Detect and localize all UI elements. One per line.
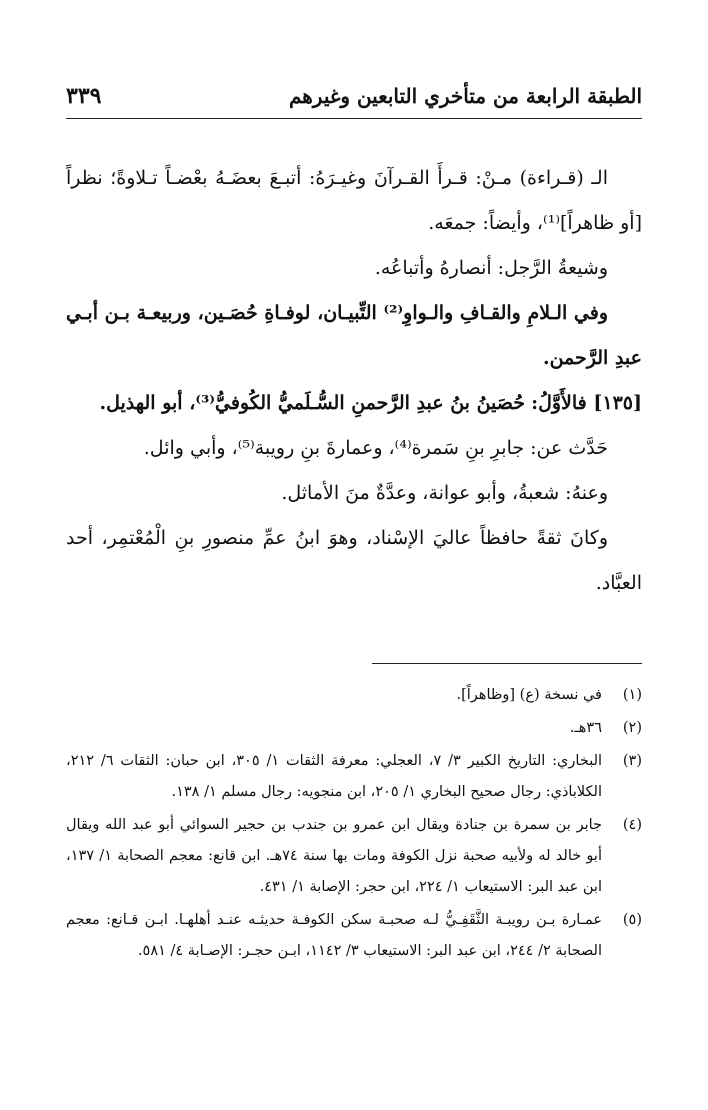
- paragraph-narrated-from: حَدَّث عن: جابرِ بنِ سَمرة⁽⁴⁾، وعمارةَ بنِ رويبة⁽⁵⁾، وأبي وائل.: [143, 437, 608, 459]
- main-text: [66, 156, 642, 606]
- paragraph-definition: الـ (قـراءة) مـنْ: قـرأَ القـرآنَ وغيـرَهُ: أتبـعَ بعضَـهُ بعْضـاً تـلاوةً؛ نظراً [أو ظاهراً]⁽¹⁾، وأيضاً: جمعَه.: [66, 167, 642, 234]
- paragraph-shia: وشيعةُ الرَّجل: أنصارهُ وأتباعُه.: [374, 257, 608, 279]
- footnote-item: [66, 810, 642, 903]
- footnote-item: [66, 746, 642, 808]
- footnote-number: (٥): [622, 912, 642, 928]
- page-header: [66, 72, 642, 112]
- entry-name: حُصَينُ بنُ عبدِ الرَّحمنِ السُّـلَميُّ الكُوفيُّ⁽³⁾، أبو الهذيل.: [99, 392, 526, 414]
- footnote-text: ٣٦هـ.: [569, 720, 602, 736]
- footnote-text: البخاري: التاريخ الكبير ٣/ ٧، العجلي: معرفة الثقات ١/ ٣٠٥، ابن حبان: الثقات ٦/ ٢١٢، الكلاباذي: رجال صحيح البخاري ١/ ٢٠٥، ابن منجويه: رجال مسلم ١/ ١٣٨.: [66, 753, 603, 800]
- header-divider: [66, 118, 642, 119]
- paragraph-status: وكانَ ثقةً حافظاً عاليَ الإسْناد، وهوَ ابنُ عمِّ منصورِ بنِ الْمُعْتمِر، أحد العبَّاد.: [66, 527, 642, 594]
- footnote-text: في نسخة (ع) [وظاهراً].: [456, 687, 602, 703]
- footnote-item: [66, 680, 642, 711]
- footnote-number: (٢): [622, 720, 642, 736]
- footnote-text: جابر بن سمرة بن جنادة ويقال ابن عمرو بن جندب بن حجير السوائي أبو عبد الله ويقال أبو خالد له ولأبيه صحبة نزل الكوفة ومات بها سنة ٧٤هـ. ابن قانع: معجم الصحابة ١/ ١٣٧، ابن عبد البر: الاستيعاب ١/ ٢٢٤، ابن حجر: الإصابة ١/ ٤٣١.: [66, 817, 602, 895]
- entry-number: [١٣٥] فالأَوَّلُ:: [531, 392, 642, 414]
- running-title: الطبقة الرابعة من متأخري التابعين وغيرهم: [288, 84, 642, 108]
- footnote-number: (١): [622, 687, 642, 703]
- entry-heading: [66, 381, 642, 426]
- footnote-divider: [372, 663, 642, 664]
- footnote-item: [66, 713, 642, 744]
- footnote-item: [66, 905, 642, 967]
- footnotes: [66, 680, 642, 969]
- paragraph-narrators: وعنهُ: شعبةُ، وأبو عوانة، وعدَّةٌ منَ الأماثل.: [281, 482, 608, 504]
- footnote-number: (٣): [622, 753, 642, 769]
- page-number: ٣٣٩: [66, 83, 102, 109]
- footnote-text: عمـارة بـن رويبـة الثَّقَفِـيُّ لـه صحبـة سكن الكوفـة حديثـه عنـد أهلهـا. ابـن قـانع: معجم الصحابة ٢/ ٢٤٤، ابن عبد البر: الاستيعاب ٣/ ١١٤٢، ابـن حجـر: الإصـابة ٤/ ٥٨١.: [66, 912, 602, 959]
- paragraph-letters: وفي الـلامِ والقـافِ والـواوِ⁽²⁾ التِّبيـان، لوفـاةِ حُصَـين، وربيعـة بـن أبـي عبدِ الرَّحمن.: [66, 302, 642, 369]
- footnote-number: (٤): [622, 817, 642, 833]
